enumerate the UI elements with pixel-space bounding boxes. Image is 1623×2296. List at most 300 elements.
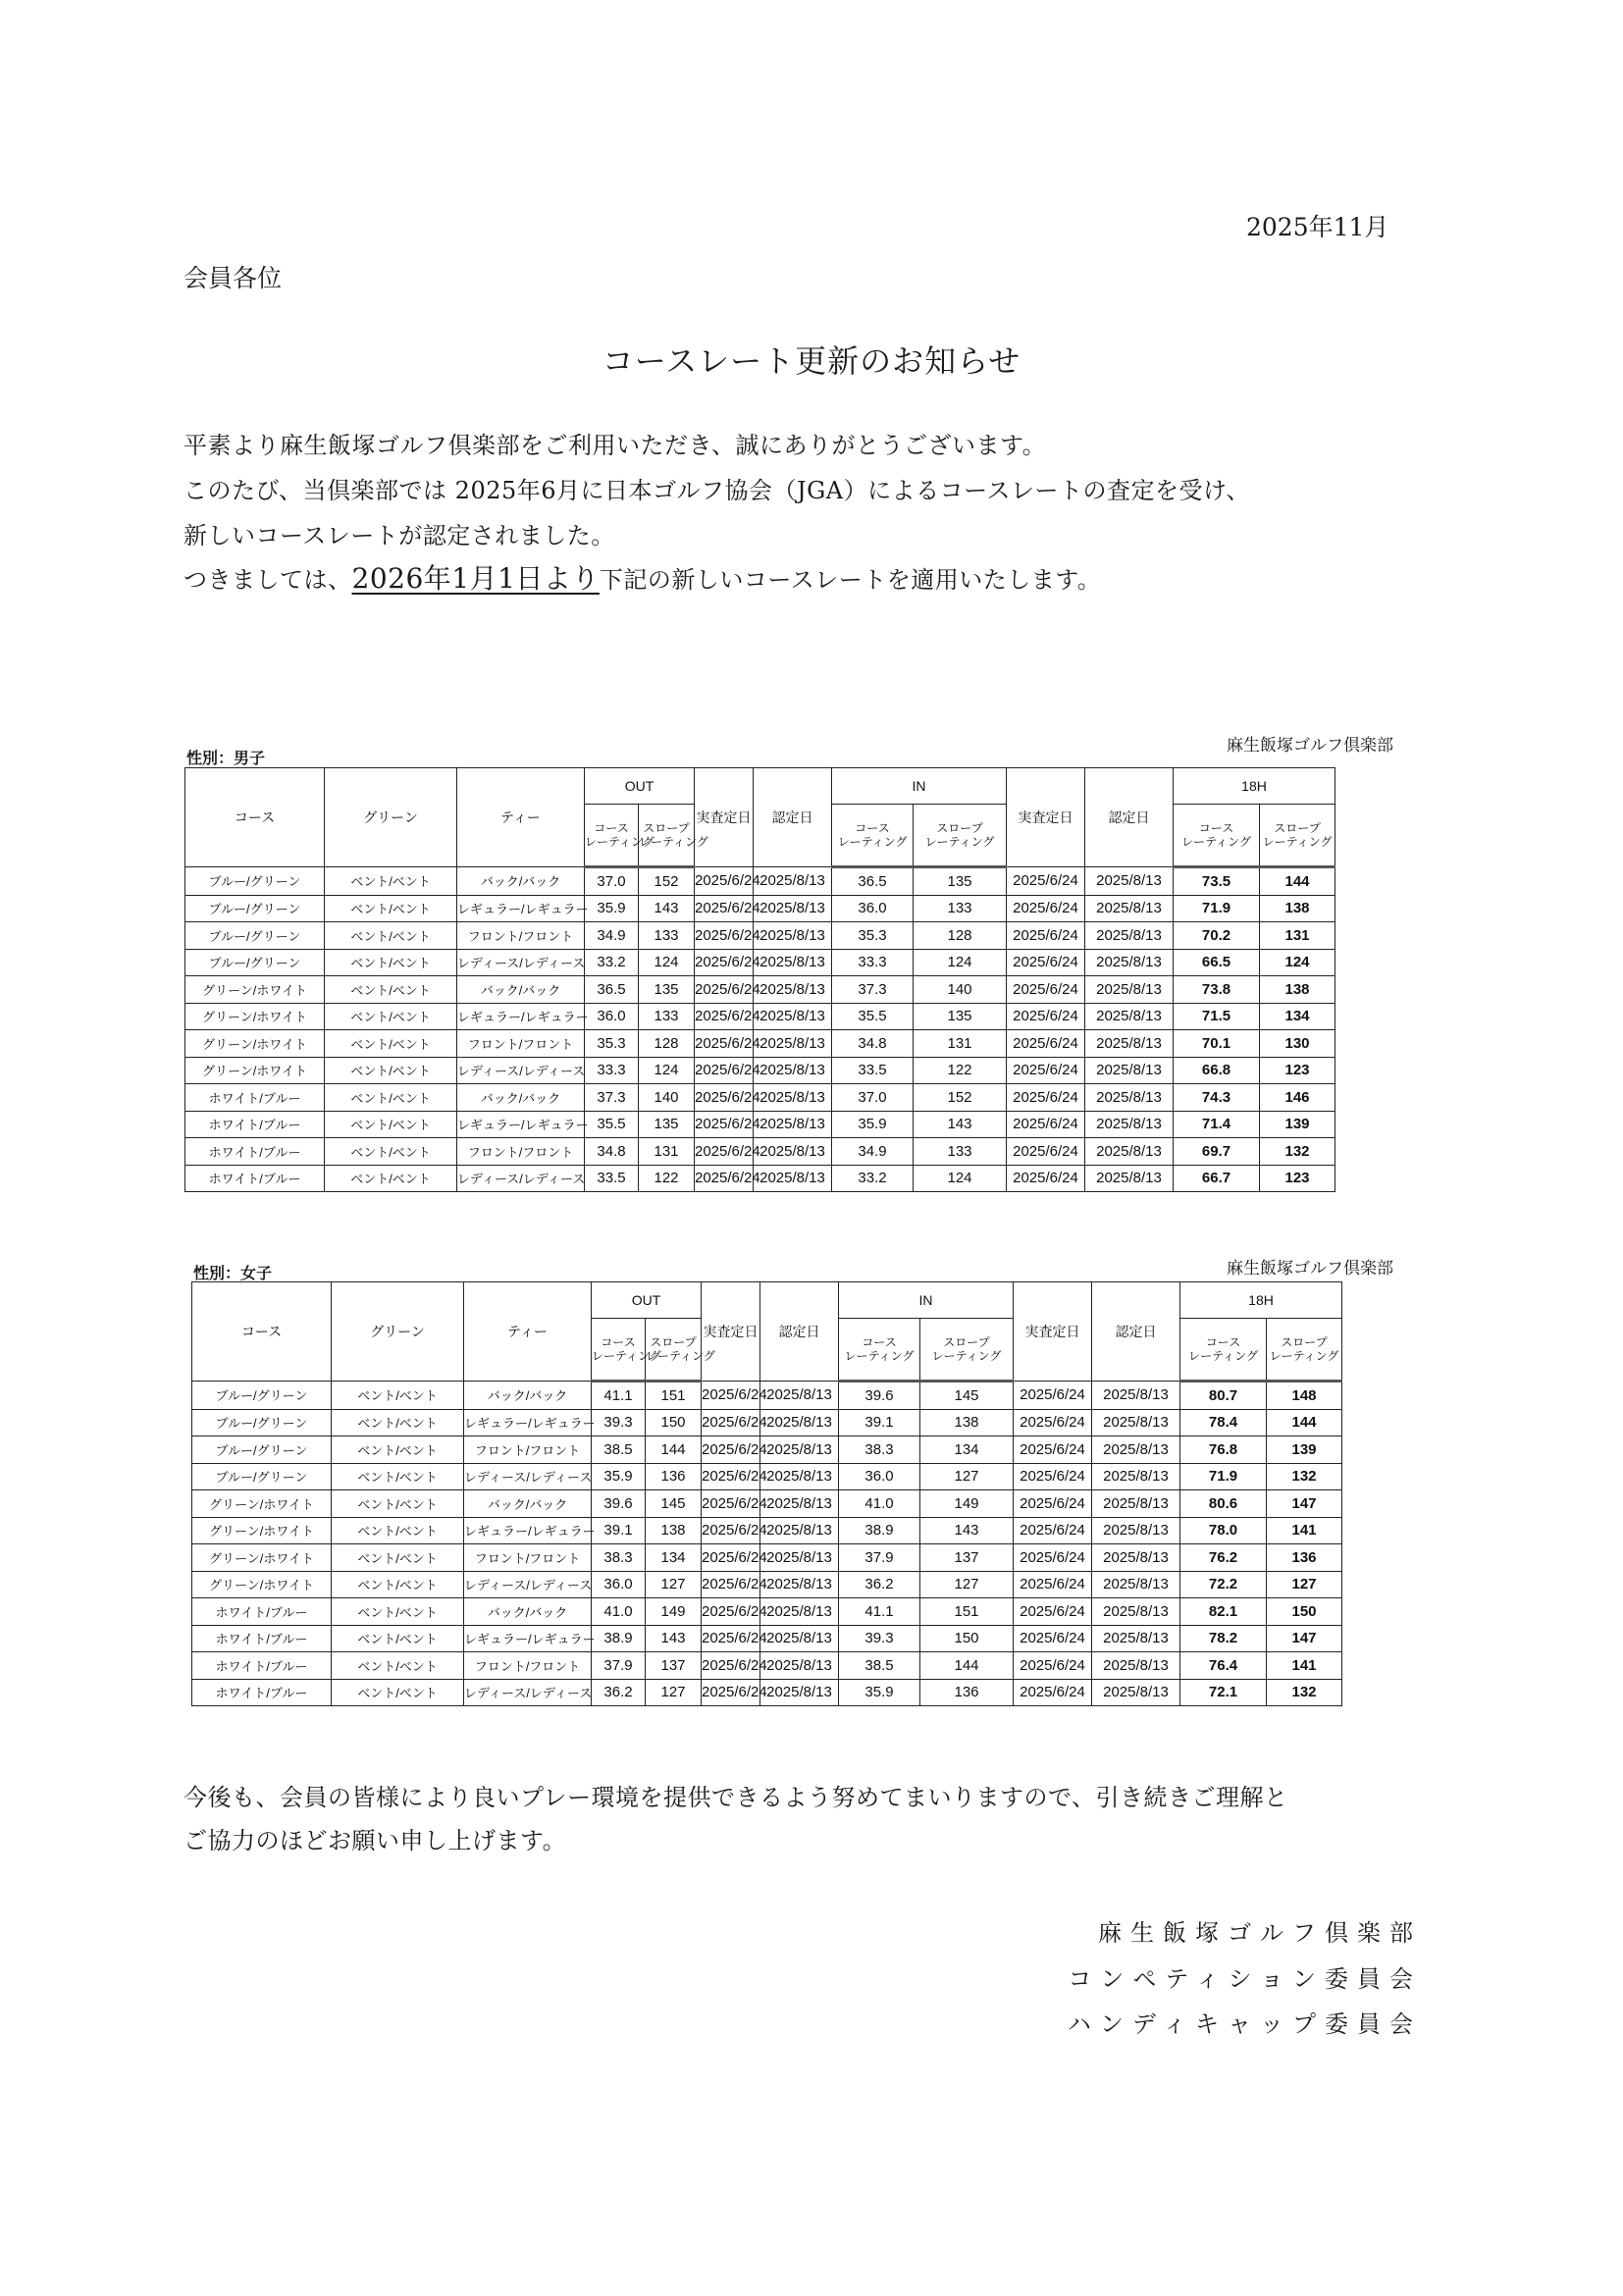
cell-course: ホワイト/ブルー	[192, 1598, 332, 1626]
cell-18h-course-rating: 80.6	[1180, 1490, 1267, 1518]
cell-tee: フロント/フロント	[464, 1544, 592, 1572]
cell-in-certification-date: 2025/8/13	[1092, 1436, 1180, 1464]
cell-out-inspection-date: 2025/6/24	[695, 1084, 754, 1112]
cell-out-certification-date: 2025/8/13	[760, 1409, 839, 1436]
cell-out-inspection-date: 2025/6/24	[702, 1544, 760, 1572]
cell-in-course-rating: 36.2	[839, 1571, 920, 1598]
header-in-slope-rating: スロープ レーティング	[920, 1319, 1014, 1382]
body-line-4-suffix: 下記の新しいコースレートを適用いたします。	[599, 566, 1102, 594]
table-row	[192, 1652, 1424, 1680]
cell-green: ベント/ベント	[332, 1490, 464, 1518]
cell-18h-slope-rating: 148	[1267, 1382, 1342, 1410]
cell-in-certification-date: 2025/8/13	[1085, 1138, 1174, 1166]
header-out-inspection-date: 実査定日	[702, 1282, 760, 1382]
cell-out-slope-rating: 122	[639, 1165, 695, 1192]
header-in-course-rating: コース レーティング	[832, 805, 914, 867]
cell-tee: フロント/フロント	[464, 1652, 592, 1680]
cell-18h-course-rating: 78.4	[1180, 1409, 1267, 1436]
cell-in-slope-rating: 131	[914, 1030, 1007, 1058]
cell-in-inspection-date: 2025/6/24	[1014, 1436, 1092, 1464]
table-row	[185, 949, 1417, 976]
cell-out-slope-rating: 145	[646, 1490, 702, 1518]
cell-out-course-rating: 34.8	[585, 1138, 639, 1166]
cell-out-inspection-date: 2025/6/24	[702, 1652, 760, 1680]
cell-course: ブルー/グリーン	[185, 867, 325, 896]
cell-in-course-rating: 37.3	[832, 976, 914, 1004]
closing-line-2: ご協力のほどお願い申し上げます。	[183, 1827, 567, 1854]
cell-green: ベント/ベント	[325, 1165, 457, 1192]
cell-in-inspection-date: 2025/6/24	[1007, 1165, 1085, 1192]
cell-out-certification-date: 2025/8/13	[754, 1084, 832, 1112]
cell-green: ベント/ベント	[325, 1003, 457, 1030]
table-row	[192, 1382, 1424, 1410]
table-row	[192, 1679, 1424, 1706]
cell-in-inspection-date: 2025/6/24	[1014, 1571, 1092, 1598]
cell-in-inspection-date: 2025/6/24	[1014, 1652, 1092, 1680]
cell-out-certification-date: 2025/8/13	[760, 1463, 839, 1490]
cell-out-certification-date: 2025/8/13	[754, 867, 832, 896]
cell-18h-slope-rating: 138	[1260, 976, 1335, 1004]
cell-out-slope-rating: 124	[639, 1057, 695, 1084]
table-row	[185, 867, 1417, 896]
cell-18h-course-rating: 70.1	[1174, 1030, 1260, 1058]
cell-in-certification-date: 2025/8/13	[1092, 1517, 1180, 1544]
cell-tee: レギュラー/レギュラー	[464, 1517, 592, 1544]
cell-green: ベント/ベント	[332, 1571, 464, 1598]
cell-in-certification-date: 2025/8/13	[1092, 1490, 1180, 1518]
cell-out-course-rating: 37.0	[585, 867, 639, 896]
cell-green: ベント/ベント	[325, 1084, 457, 1112]
cell-in-slope-rating: 136	[920, 1679, 1014, 1706]
header-in-inspection-date: 実査定日	[1014, 1282, 1092, 1382]
cell-in-course-rating: 33.2	[832, 1165, 914, 1192]
cell-out-inspection-date: 2025/6/24	[702, 1517, 760, 1544]
cell-course: グリーン/ホワイト	[192, 1490, 332, 1518]
cell-green: ベント/ベント	[325, 867, 457, 896]
cell-tee: フロント/フロント	[457, 1030, 585, 1058]
cell-out-slope-rating: 144	[646, 1436, 702, 1464]
header-in: IN	[832, 768, 1007, 805]
cell-course: ブルー/グリーン	[185, 895, 325, 922]
cell-tee: レギュラー/レギュラー	[464, 1625, 592, 1652]
cell-out-inspection-date: 2025/6/24	[695, 1057, 754, 1084]
cell-course: ホワイト/ブルー	[185, 1084, 325, 1112]
cell-green: ベント/ベント	[325, 976, 457, 1004]
cell-18h-slope-rating: 136	[1267, 1544, 1342, 1572]
cell-out-certification-date: 2025/8/13	[760, 1625, 839, 1652]
cell-in-inspection-date: 2025/6/24	[1014, 1625, 1092, 1652]
women-table-organization: 麻生飯塚ゴルフ倶楽部	[1227, 1259, 1393, 1278]
header-course: コース	[185, 768, 325, 867]
cell-out-slope-rating: 133	[639, 922, 695, 950]
cell-out-course-rating: 37.3	[585, 1084, 639, 1112]
cell-course: ブルー/グリーン	[192, 1436, 332, 1464]
cell-in-inspection-date: 2025/6/24	[1014, 1598, 1092, 1626]
cell-in-course-rating: 35.9	[832, 1111, 914, 1138]
cell-out-slope-rating: 131	[639, 1138, 695, 1166]
cell-18h-course-rating: 73.8	[1174, 976, 1260, 1004]
cell-out-inspection-date: 2025/6/24	[702, 1409, 760, 1436]
cell-18h-slope-rating: 123	[1260, 1057, 1335, 1084]
header-in: IN	[839, 1282, 1014, 1319]
cell-18h-slope-rating: 130	[1260, 1030, 1335, 1058]
salutation: 会員各位	[183, 264, 283, 292]
cell-out-inspection-date: 2025/6/24	[695, 1138, 754, 1166]
table-row	[192, 1436, 1424, 1464]
cell-in-course-rating: 39.1	[839, 1409, 920, 1436]
cell-in-course-rating: 39.6	[839, 1382, 920, 1410]
table-row	[192, 1463, 1424, 1490]
cell-in-course-rating: 37.0	[832, 1084, 914, 1112]
cell-tee: フロント/フロント	[464, 1436, 592, 1464]
cell-in-slope-rating: 133	[914, 1138, 1007, 1166]
cell-in-certification-date: 2025/8/13	[1085, 895, 1174, 922]
cell-18h-slope-rating: 132	[1267, 1679, 1342, 1706]
cell-course: ホワイト/ブルー	[192, 1625, 332, 1652]
cell-in-certification-date: 2025/8/13	[1085, 1030, 1174, 1058]
table-row	[192, 1544, 1424, 1572]
cell-tee: レディース/レディース	[464, 1463, 592, 1490]
header-in-inspection-date: 実査定日	[1007, 768, 1085, 867]
cell-18h-slope-rating: 144	[1267, 1409, 1342, 1436]
cell-course: ブルー/グリーン	[192, 1409, 332, 1436]
table-row	[185, 1138, 1417, 1166]
cell-in-certification-date: 2025/8/13	[1085, 976, 1174, 1004]
table-row	[192, 1409, 1424, 1436]
cell-in-inspection-date: 2025/6/24	[1014, 1382, 1092, 1410]
header-18h-slope-rating: スロープ レーティング	[1260, 805, 1335, 867]
cell-in-slope-rating: 128	[914, 922, 1007, 950]
cell-course: グリーン/ホワイト	[192, 1517, 332, 1544]
cell-in-slope-rating: 135	[914, 867, 1007, 896]
cell-green: ベント/ベント	[332, 1652, 464, 1680]
cell-out-course-rating: 35.5	[585, 1111, 639, 1138]
cell-in-course-rating: 39.3	[839, 1625, 920, 1652]
body-line-2: このたび、当倶楽部では 2025年6月に日本ゴルフ協会（JGA）によるコースレートの査定を受け、	[183, 477, 1250, 504]
document-title: コースレート更新のお知らせ	[602, 342, 1021, 380]
effective-date: 2026年1月1日より	[351, 562, 600, 595]
cell-out-course-rating: 36.0	[592, 1571, 646, 1598]
cell-out-inspection-date: 2025/6/24	[702, 1436, 760, 1464]
cell-in-course-rating: 36.0	[832, 895, 914, 922]
cell-in-course-rating: 41.1	[839, 1598, 920, 1626]
cell-out-slope-rating: 135	[639, 1111, 695, 1138]
men-course-rating-table	[184, 767, 1417, 1192]
cell-tee: レギュラー/レギュラー	[457, 1111, 585, 1138]
cell-out-certification-date: 2025/8/13	[754, 1057, 832, 1084]
cell-18h-course-rating: 71.9	[1180, 1463, 1267, 1490]
cell-tee: レギュラー/レギュラー	[457, 1003, 585, 1030]
table-row	[192, 1517, 1424, 1544]
header-out: OUT	[585, 768, 695, 805]
cell-in-inspection-date: 2025/6/24	[1014, 1679, 1092, 1706]
cell-out-certification-date: 2025/8/13	[754, 1111, 832, 1138]
cell-out-inspection-date: 2025/6/24	[695, 867, 754, 896]
cell-out-course-rating: 39.3	[592, 1409, 646, 1436]
cell-18h-slope-rating: 132	[1267, 1463, 1342, 1490]
cell-in-certification-date: 2025/8/13	[1092, 1544, 1180, 1572]
cell-tee: レディース/レディース	[457, 949, 585, 976]
cell-out-certification-date: 2025/8/13	[754, 1138, 832, 1166]
cell-out-inspection-date: 2025/6/24	[702, 1679, 760, 1706]
cell-in-certification-date: 2025/8/13	[1085, 1084, 1174, 1112]
cell-in-certification-date: 2025/8/13	[1092, 1598, 1180, 1626]
cell-tee: バック/バック	[464, 1598, 592, 1626]
cell-out-slope-rating: 151	[646, 1382, 702, 1410]
cell-in-inspection-date: 2025/6/24	[1007, 1030, 1085, 1058]
cell-out-certification-date: 2025/8/13	[760, 1652, 839, 1680]
cell-in-certification-date: 2025/8/13	[1092, 1571, 1180, 1598]
cell-out-slope-rating: 140	[639, 1084, 695, 1112]
header-out-course-rating: コース レーティング	[592, 1319, 646, 1382]
cell-tee: レディース/レディース	[457, 1165, 585, 1192]
cell-out-course-rating: 33.3	[585, 1057, 639, 1084]
cell-tee: レディース/レディース	[464, 1679, 592, 1706]
cell-in-inspection-date: 2025/6/24	[1007, 922, 1085, 950]
body-line-1: 平素より麻生飯塚ゴルフ倶楽部をご利用いただき、誠にありがとうございます。	[183, 432, 1047, 459]
cell-out-course-rating: 37.9	[592, 1652, 646, 1680]
cell-18h-slope-rating: 131	[1260, 922, 1335, 950]
cell-tee: フロント/フロント	[457, 1138, 585, 1166]
cell-green: ベント/ベント	[325, 895, 457, 922]
cell-in-inspection-date: 2025/6/24	[1014, 1517, 1092, 1544]
header-18h: 18H	[1180, 1282, 1342, 1319]
cell-tee: レギュラー/レギュラー	[457, 895, 585, 922]
cell-in-slope-rating: 143	[920, 1517, 1014, 1544]
cell-out-certification-date: 2025/8/13	[760, 1490, 839, 1518]
cell-out-certification-date: 2025/8/13	[754, 1003, 832, 1030]
cell-in-slope-rating: 137	[920, 1544, 1014, 1572]
cell-in-course-rating: 37.9	[839, 1544, 920, 1572]
cell-course: ブルー/グリーン	[185, 949, 325, 976]
cell-out-slope-rating: 152	[639, 867, 695, 896]
men-table-label: 性別：男子	[186, 749, 266, 767]
cell-in-slope-rating: 124	[914, 949, 1007, 976]
cell-in-course-rating: 35.3	[832, 922, 914, 950]
cell-green: ベント/ベント	[332, 1463, 464, 1490]
cell-18h-course-rating: 76.4	[1180, 1652, 1267, 1680]
header-in-slope-rating: スロープ レーティング	[914, 805, 1007, 867]
closing-line-1: 今後も、会員の皆様により良いプレー環境を提供できるよう努めてまいりますので、引き続きご理解と	[183, 1784, 1288, 1811]
cell-out-course-rating: 38.9	[592, 1625, 646, 1652]
cell-18h-course-rating: 72.1	[1180, 1679, 1267, 1706]
cell-out-inspection-date: 2025/6/24	[702, 1382, 760, 1410]
cell-in-slope-rating: 149	[920, 1490, 1014, 1518]
cell-course: グリーン/ホワイト	[185, 1057, 325, 1084]
cell-in-slope-rating: 127	[920, 1571, 1014, 1598]
cell-18h-course-rating: 66.8	[1174, 1057, 1260, 1084]
cell-out-certification-date: 2025/8/13	[760, 1544, 839, 1572]
header-tee: ティー	[457, 768, 585, 867]
cell-in-slope-rating: 151	[920, 1598, 1014, 1626]
body-line-3: 新しいコースレートが認定されました。	[183, 522, 615, 549]
cell-in-inspection-date: 2025/6/24	[1014, 1490, 1092, 1518]
cell-18h-slope-rating: 147	[1267, 1625, 1342, 1652]
cell-18h-slope-rating: 123	[1260, 1165, 1335, 1192]
cell-in-certification-date: 2025/8/13	[1092, 1679, 1180, 1706]
cell-out-course-rating: 36.2	[592, 1679, 646, 1706]
header-18h-course-rating: コース レーティング	[1174, 805, 1260, 867]
table-row	[185, 1111, 1417, 1138]
cell-in-inspection-date: 2025/6/24	[1014, 1544, 1092, 1572]
cell-18h-slope-rating: 127	[1267, 1571, 1342, 1598]
document-date: 2025年11月	[1246, 213, 1389, 241]
cell-18h-course-rating: 73.5	[1174, 867, 1260, 896]
cell-in-certification-date: 2025/8/13	[1092, 1652, 1180, 1680]
cell-18h-slope-rating: 144	[1260, 867, 1335, 896]
table-row	[192, 1571, 1424, 1598]
cell-in-certification-date: 2025/8/13	[1085, 1165, 1174, 1192]
cell-18h-course-rating: 66.5	[1174, 949, 1260, 976]
cell-18h-slope-rating: 146	[1260, 1084, 1335, 1112]
cell-out-slope-rating: 143	[646, 1625, 702, 1652]
table-row	[192, 1625, 1424, 1652]
cell-in-slope-rating: 143	[914, 1111, 1007, 1138]
cell-in-certification-date: 2025/8/13	[1085, 867, 1174, 896]
cell-in-inspection-date: 2025/6/24	[1007, 1057, 1085, 1084]
cell-out-slope-rating: 127	[646, 1679, 702, 1706]
table-row	[185, 1057, 1417, 1084]
cell-out-certification-date: 2025/8/13	[754, 922, 832, 950]
cell-in-course-rating: 34.9	[832, 1138, 914, 1166]
cell-18h-slope-rating: 141	[1267, 1652, 1342, 1680]
cell-18h-course-rating: 78.2	[1180, 1625, 1267, 1652]
cell-out-inspection-date: 2025/6/24	[702, 1598, 760, 1626]
cell-green: ベント/ベント	[332, 1517, 464, 1544]
cell-in-inspection-date: 2025/6/24	[1014, 1463, 1092, 1490]
cell-18h-slope-rating: 124	[1260, 949, 1335, 976]
cell-out-certification-date: 2025/8/13	[754, 976, 832, 1004]
cell-in-certification-date: 2025/8/13	[1085, 1003, 1174, 1030]
cell-in-certification-date: 2025/8/13	[1085, 922, 1174, 950]
women-table-label: 性別：女子	[193, 1264, 273, 1282]
cell-course: グリーン/ホワイト	[185, 1030, 325, 1058]
cell-in-slope-rating: 135	[914, 1003, 1007, 1030]
cell-green: ベント/ベント	[332, 1679, 464, 1706]
table-row	[185, 976, 1417, 1004]
cell-out-course-rating: 35.9	[585, 895, 639, 922]
signature-committee-competition: コンペティション委員会	[1068, 1965, 1422, 1993]
cell-green: ベント/ベント	[325, 949, 457, 976]
cell-out-certification-date: 2025/8/13	[760, 1436, 839, 1464]
signature-committee-handicap: ハンディキャップ委員会	[1067, 2010, 1422, 2038]
cell-green: ベント/ベント	[325, 922, 457, 950]
header-in-certification-date: 認定日	[1092, 1282, 1180, 1382]
cell-18h-course-rating: 82.1	[1180, 1598, 1267, 1626]
cell-in-inspection-date: 2025/6/24	[1007, 1111, 1085, 1138]
cell-out-course-rating: 35.3	[585, 1030, 639, 1058]
header-out-certification-date: 認定日	[760, 1282, 839, 1382]
cell-out-certification-date: 2025/8/13	[754, 1165, 832, 1192]
table-row	[185, 1084, 1417, 1112]
cell-out-course-rating: 38.5	[592, 1436, 646, 1464]
cell-out-course-rating: 34.9	[585, 922, 639, 950]
cell-in-course-rating: 33.5	[832, 1057, 914, 1084]
cell-out-inspection-date: 2025/6/24	[702, 1625, 760, 1652]
cell-out-inspection-date: 2025/6/24	[695, 949, 754, 976]
header-out-inspection-date: 実査定日	[695, 768, 754, 867]
header-out-slope-rating: スロープ レーティング	[639, 805, 695, 867]
cell-in-course-rating: 36.0	[839, 1463, 920, 1490]
cell-out-slope-rating: 134	[646, 1544, 702, 1572]
cell-18h-slope-rating: 150	[1267, 1598, 1342, 1626]
table-row	[185, 1165, 1417, 1192]
cell-course: ホワイト/ブルー	[192, 1679, 332, 1706]
cell-course: グリーン/ホワイト	[192, 1544, 332, 1572]
table-row	[185, 1030, 1417, 1058]
cell-in-slope-rating: 144	[920, 1652, 1014, 1680]
cell-out-slope-rating: 150	[646, 1409, 702, 1436]
cell-out-inspection-date: 2025/6/24	[695, 1003, 754, 1030]
cell-in-slope-rating: 133	[914, 895, 1007, 922]
cell-tee: フロント/フロント	[457, 922, 585, 950]
cell-out-course-rating: 39.1	[592, 1517, 646, 1544]
cell-in-inspection-date: 2025/6/24	[1007, 1003, 1085, 1030]
cell-18h-course-rating: 72.2	[1180, 1571, 1267, 1598]
cell-out-certification-date: 2025/8/13	[760, 1517, 839, 1544]
cell-in-course-rating: 38.5	[839, 1652, 920, 1680]
table-row	[185, 922, 1417, 950]
cell-in-slope-rating: 134	[920, 1436, 1014, 1464]
cell-in-course-rating: 38.3	[839, 1436, 920, 1464]
header-out: OUT	[592, 1282, 702, 1319]
cell-out-inspection-date: 2025/6/24	[695, 1111, 754, 1138]
cell-out-certification-date: 2025/8/13	[760, 1382, 839, 1410]
cell-out-inspection-date: 2025/6/24	[695, 895, 754, 922]
cell-in-inspection-date: 2025/6/24	[1014, 1409, 1092, 1436]
cell-18h-course-rating: 76.8	[1180, 1436, 1267, 1464]
cell-green: ベント/ベント	[325, 1030, 457, 1058]
cell-course: ブルー/グリーン	[192, 1463, 332, 1490]
table-row	[185, 1003, 1417, 1030]
signature-organization: 麻生飯塚ゴルフ倶楽部	[1098, 1919, 1422, 1947]
cell-in-slope-rating: 145	[920, 1382, 1014, 1410]
cell-in-certification-date: 2025/8/13	[1092, 1625, 1180, 1652]
cell-out-certification-date: 2025/8/13	[760, 1679, 839, 1706]
cell-in-inspection-date: 2025/6/24	[1007, 1138, 1085, 1166]
cell-18h-slope-rating: 138	[1260, 895, 1335, 922]
cell-out-slope-rating: 143	[639, 895, 695, 922]
cell-in-course-rating: 41.0	[839, 1490, 920, 1518]
header-course: コース	[192, 1282, 332, 1382]
cell-18h-course-rating: 76.2	[1180, 1544, 1267, 1572]
cell-tee: レギュラー/レギュラー	[464, 1409, 592, 1436]
cell-in-inspection-date: 2025/6/24	[1007, 1084, 1085, 1112]
cell-in-certification-date: 2025/8/13	[1092, 1409, 1180, 1436]
header-tee: ティー	[464, 1282, 592, 1382]
cell-18h-slope-rating: 139	[1260, 1111, 1335, 1138]
cell-out-inspection-date: 2025/6/24	[695, 922, 754, 950]
cell-out-course-rating: 33.2	[585, 949, 639, 976]
cell-in-course-rating: 36.5	[832, 867, 914, 896]
cell-out-certification-date: 2025/8/13	[754, 949, 832, 976]
body-line-4-prefix: つきましては、	[183, 566, 352, 594]
cell-out-inspection-date: 2025/6/24	[702, 1463, 760, 1490]
cell-in-inspection-date: 2025/6/24	[1007, 976, 1085, 1004]
cell-in-slope-rating: 124	[914, 1165, 1007, 1192]
cell-tee: レディース/レディース	[457, 1057, 585, 1084]
cell-in-slope-rating: 150	[920, 1625, 1014, 1652]
cell-course: ブルー/グリーン	[192, 1382, 332, 1410]
cell-tee: バック/バック	[457, 1084, 585, 1112]
cell-course: グリーン/ホワイト	[185, 976, 325, 1004]
header-out-certification-date: 認定日	[754, 768, 832, 867]
cell-out-course-rating: 36.0	[585, 1003, 639, 1030]
cell-out-slope-rating: 127	[646, 1571, 702, 1598]
cell-18h-course-rating: 70.2	[1174, 922, 1260, 950]
cell-in-slope-rating: 152	[914, 1084, 1007, 1112]
header-out-slope-rating: スロープ レーティング	[646, 1319, 702, 1382]
